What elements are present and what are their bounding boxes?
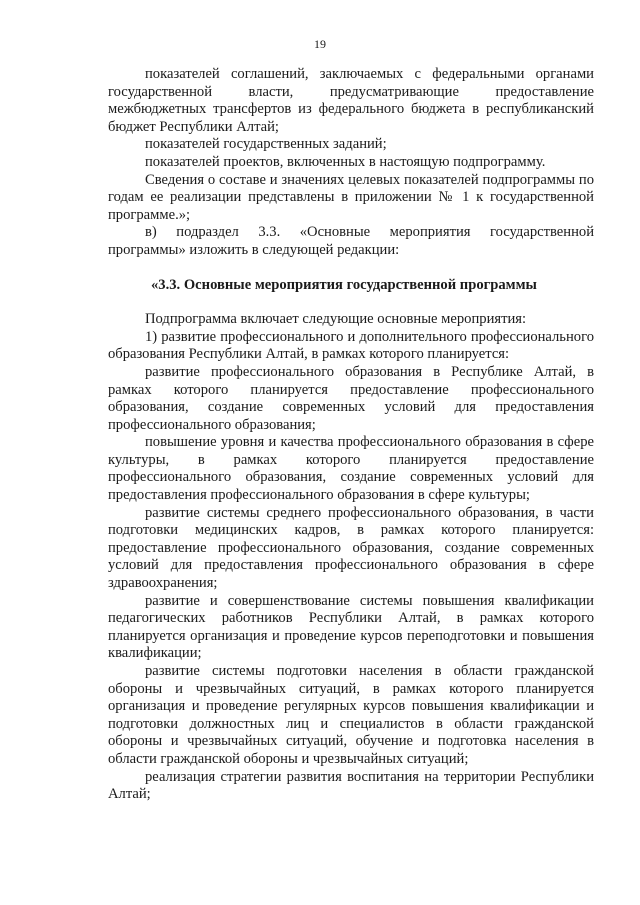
paragraph: показателей государственных заданий; — [145, 136, 387, 153]
paragraph: реализация стратегии развития воспитания на территории Республики Алтай; — [108, 768, 594, 803]
paragraph: развитие и совершенствование системы повышения квалификации педагогических работников Республики Алтай, в рамках которого планируется организация и проведение курсов переподготовки и повышения квалификации; — [108, 592, 594, 662]
paragraph: развитие системы подготовки населения в области гражданской обороны и чрезвычайных ситуаций, в рамках которого планируется организация и проведение регулярных курсов повышения квалификации и подготовки должностных лиц и специалистов в области гражданской обороны и чрезвычайных ситуаций, обучение и подготовка населения в области гражданской обороны и чрезвычайных ситуаций; — [108, 663, 594, 767]
document-body — [108, 66, 594, 804]
paragraph: Подпрограмма включает следующие основные мероприятия: — [145, 311, 527, 328]
paragraph: 1) развитие профессионального и дополнительного профессионального образования Республики Алтай, в рамках которого планируется: — [108, 328, 594, 363]
paragraph: развитие профессионального образования в Республике Алтай, в рамках которого планируется предоставление профессионального образования, создание современных условий для предоставления профессионального образования; — [108, 363, 594, 433]
paragraph: показателей проектов, включенных в настоящую подпрограмму. — [145, 153, 546, 170]
paragraph: повышение уровня и качества профессионального образования в сфере культуры, в рамках которого планируется предоставление профессионального образования, создание современных условий для предоставления профессионального образования в сфере культуры; — [108, 434, 594, 504]
page-number: 19 — [314, 37, 326, 51]
paragraph: Сведения о составе и значениях целевых показателей подпрограммы по годам ее реализации представлены в приложении № 1 к государственной программе.»; — [108, 171, 594, 223]
section-heading: «3.3. Основные мероприятия государственной программы — [151, 276, 537, 293]
paragraph: развитие системы среднего профессионального образования, в части подготовки медицинских кадров, в рамках которого планируется: предоставление профессионального образования, создание современных условий для предоставления профессионального образования в сфере здравоохранения; — [108, 504, 594, 592]
paragraph: в) подраздел 3.3. «Основные мероприятия государственной программы» изложить в следующей редакции: — [108, 224, 594, 258]
paragraph: показателей соглашений, заключаемых с федеральными органами государственной власти, предусматривающие предоставление межбюджетных трансфертов из федерального бюджета в республиканский бюджет Республики Алтай; — [108, 66, 594, 135]
